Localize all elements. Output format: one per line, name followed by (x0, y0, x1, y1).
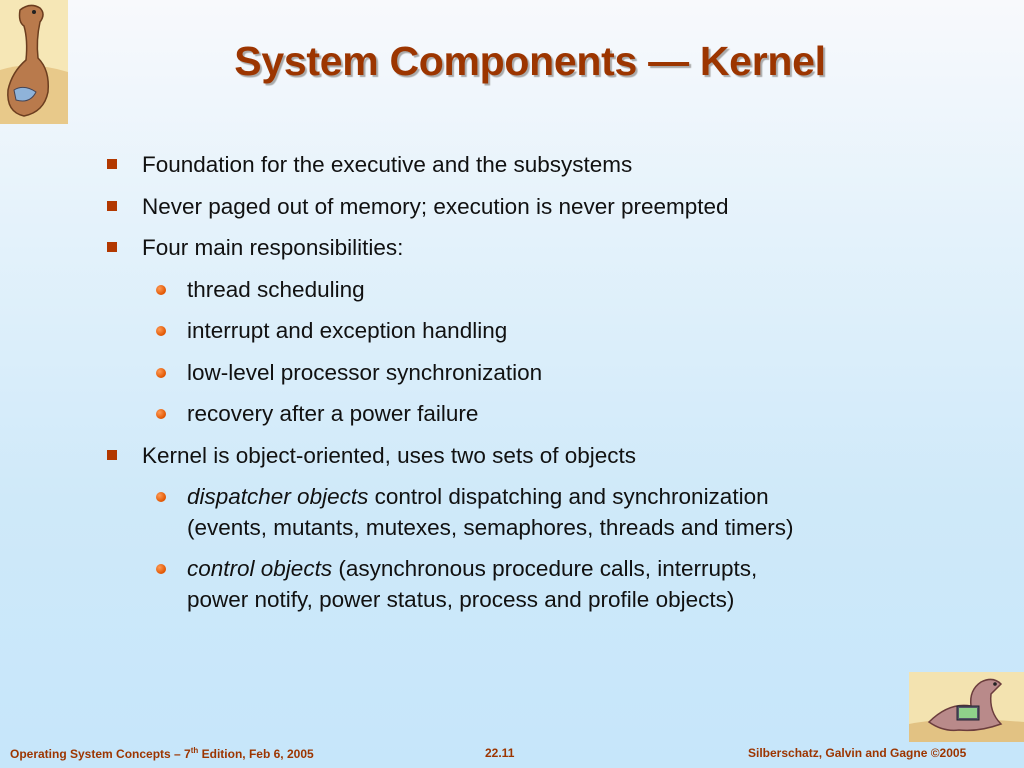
bullet-item: Four main responsibilities: (142, 235, 404, 260)
control-objects-term: control objects (187, 556, 333, 581)
footer-book-title-text: Operating System Concepts – 7 (10, 747, 191, 761)
square-bullet-icon (107, 242, 117, 252)
control-objects-desc: (asynchronous procedure calls, interrupts, (332, 556, 758, 581)
dinosaur-logo-top (0, 0, 68, 124)
footer-book-title (10, 746, 314, 761)
sub-bullet-item: thread scheduling (187, 277, 365, 302)
footer-edition-text: Edition, Feb 6, 2005 (198, 747, 314, 761)
square-bullet-icon (107, 450, 117, 460)
control-objects-list: power notify, power status, process and profile objects) (187, 587, 735, 612)
sub-bullet-item (187, 553, 757, 615)
round-bullet-icon (156, 326, 166, 336)
dispatcher-objects-list: (events, mutants, mutexes, semaphores, threads and timers) (187, 515, 794, 540)
square-bullet-icon (107, 201, 117, 211)
bullet-item: Never paged out of memory; execution is never preempted (142, 194, 729, 219)
footer-superscript: th (190, 746, 199, 755)
sub-bullet-item: recovery after a power failure (187, 401, 479, 426)
round-bullet-icon (156, 492, 166, 502)
dispatcher-objects-term: dispatcher objects (187, 484, 369, 509)
sub-bullet-item: interrupt and exception handling (187, 318, 508, 343)
slide-title: System Components — Kernel (234, 38, 826, 84)
sub-bullet-item (187, 481, 794, 543)
round-bullet-icon (156, 564, 166, 574)
bullet-item: Kernel is object-oriented, uses two sets of objects (142, 443, 637, 468)
square-bullet-icon (107, 159, 117, 169)
dinosaur-logo-bottom (909, 672, 1024, 742)
page-number: 22.11 (485, 746, 515, 760)
round-bullet-icon (156, 409, 166, 419)
footer-authors: Silberschatz, Galvin and Gagne ©2005 (748, 746, 967, 760)
dispatcher-objects-desc: control dispatching and synchronization (368, 484, 769, 509)
round-bullet-icon (156, 368, 166, 378)
sub-bullet-item: low-level processor synchronization (187, 360, 543, 385)
round-bullet-icon (156, 285, 166, 295)
bullet-item: Foundation for the executive and the subsystems (142, 152, 633, 177)
